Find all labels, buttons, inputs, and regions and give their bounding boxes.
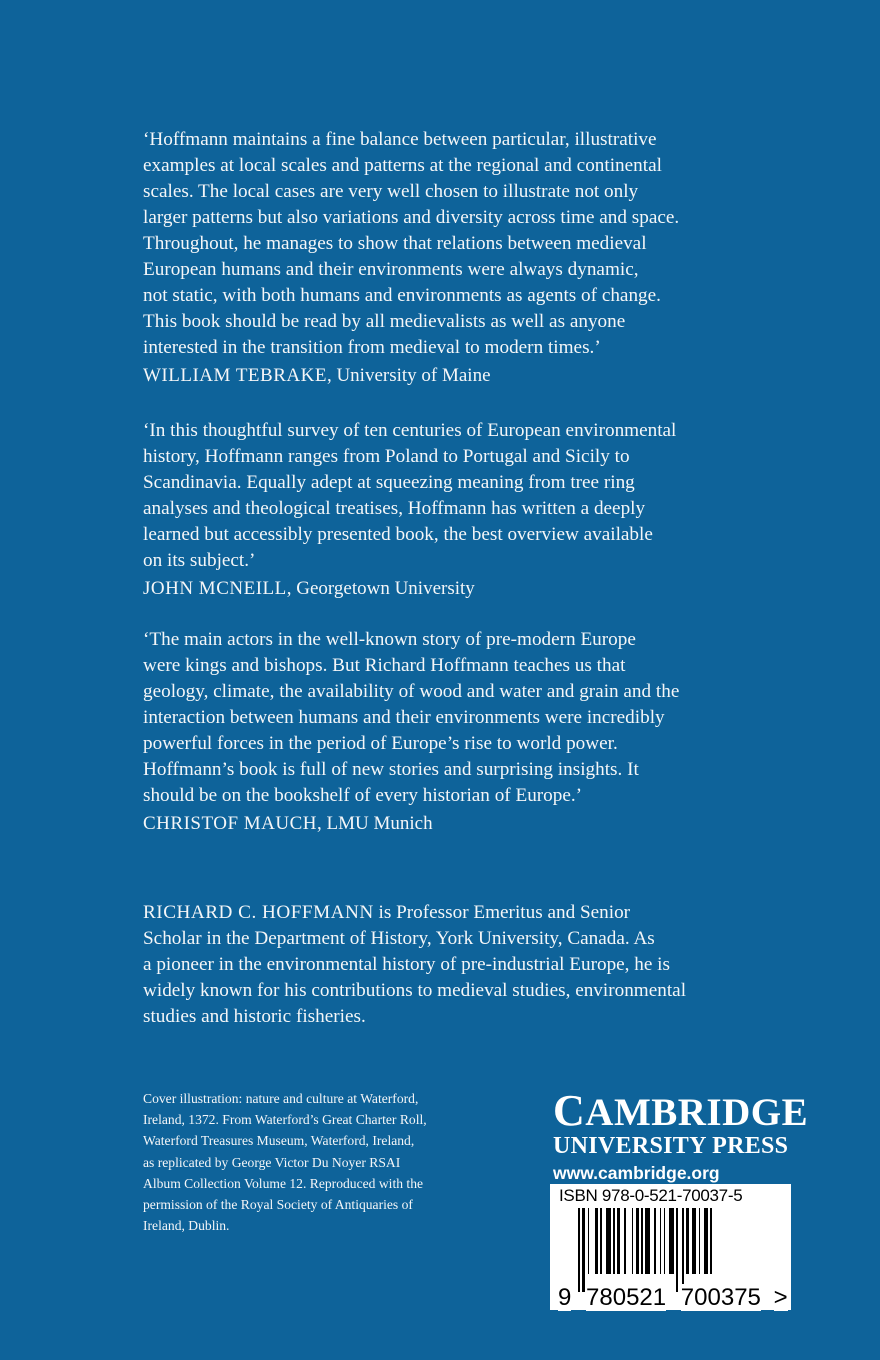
attribution-affiliation: , Georgetown University xyxy=(286,578,475,599)
quote-line: scales. The local cases are very well chosen to illustrate not only xyxy=(143,181,639,202)
cambridge-university-press-logo xyxy=(553,1086,809,1186)
attribution-affiliation: , University of Maine xyxy=(326,365,491,386)
barcode-digits-left: 780521 xyxy=(586,1284,667,1311)
barcode-bar xyxy=(699,1208,701,1274)
quote-mcneill xyxy=(143,418,676,602)
cover-illustration-credit xyxy=(143,1088,427,1236)
bio-line: widely known for his contributions to medieval studies, environmental xyxy=(143,980,687,1001)
credit-line: permission of the Royal Society of Antiquaries of xyxy=(143,1197,413,1213)
barcode-bar xyxy=(613,1208,615,1274)
barcode-bar xyxy=(669,1208,674,1274)
quote-line: Throughout, he manages to show that relations between medieval xyxy=(143,233,647,254)
quote-line: on its subject.’ xyxy=(143,550,256,571)
barcode-bar xyxy=(645,1208,650,1274)
quote-line: history, Hoffmann ranges from Poland to Portugal and Sicily to xyxy=(143,446,630,467)
quote-line: should be on the bookshelf of every historian of Europe.’ xyxy=(143,785,583,806)
barcode-digits xyxy=(558,1284,788,1312)
barcode-arrow: > xyxy=(773,1284,788,1311)
barcode-bar xyxy=(588,1208,590,1274)
barcode-bar xyxy=(600,1208,602,1274)
barcode-digits-right: 700375 xyxy=(680,1284,761,1311)
bio-line: Scholar in the Department of History, York University, Canada. As xyxy=(143,928,655,949)
quote-line: interested in the transition from medieval to modern times.’ xyxy=(143,337,601,358)
barcode-bar xyxy=(710,1208,712,1274)
bio-line: studies and historic fisheries. xyxy=(143,1006,366,1027)
bio-line: a pioneer in the environmental history of pre-industrial Europe, he is xyxy=(143,954,670,975)
publisher-url: www.cambridge.org xyxy=(553,1163,720,1183)
logo-subtitle: UNIVERSITY PRESS xyxy=(553,1133,789,1159)
quote-line: ‘The main actors in the well-known story of pre-modern Europe xyxy=(143,629,636,650)
quote-mauch xyxy=(143,627,679,837)
barcode-bar xyxy=(632,1208,634,1274)
logo-text: AMBRIDGE xyxy=(585,1091,809,1134)
credit-line: Ireland, 1372. From Waterford’s Great Charter Roll, xyxy=(143,1112,427,1128)
barcode-bar xyxy=(624,1208,626,1274)
quote-line: not static, with both humans and environments as agents of change. xyxy=(143,285,661,306)
quote-line: ‘Hoffmann maintains a fine balance between particular, illustrative xyxy=(143,129,657,150)
quote-line: analyses and theological treatises, Hoffmann has written a deeply xyxy=(143,498,646,519)
attribution-name: JOHN MCNEILL xyxy=(143,578,287,599)
author-bio xyxy=(143,900,686,1030)
attribution-name: CHRISTOF MAUCH xyxy=(143,813,317,834)
quote-tebrake xyxy=(143,127,679,389)
barcode-bar xyxy=(682,1208,684,1292)
isbn-text: ISBN 978-0-521-70037-5 xyxy=(559,1186,743,1205)
barcode-bar xyxy=(660,1208,662,1274)
barcode-bar xyxy=(582,1208,585,1292)
barcode-bar xyxy=(692,1208,697,1274)
barcode-bar xyxy=(704,1208,707,1274)
barcode-bar xyxy=(641,1208,643,1274)
barcode-bar xyxy=(686,1208,689,1274)
quote-attribution xyxy=(143,576,676,602)
quote-line: powerful forces in the period of Europe’s rise to world power. xyxy=(143,733,618,754)
quote-line: interaction between humans and their environments were incredibly xyxy=(143,707,665,728)
barcode-bar xyxy=(654,1208,656,1274)
barcode-bar xyxy=(664,1208,666,1274)
quote-line: were kings and bishops. But Richard Hoffmann teaches us that xyxy=(143,655,626,676)
quote-attribution xyxy=(143,811,679,837)
logo-initial: C xyxy=(553,1086,586,1135)
barcode-bar xyxy=(636,1208,639,1274)
barcode-bars xyxy=(578,1208,778,1292)
barcode-bar xyxy=(606,1208,611,1274)
credit-line: as replicated by George Victor Du Noyer RSAI xyxy=(143,1154,401,1170)
credit-line: Ireland, Dublin. xyxy=(143,1218,230,1234)
credit-line: Cover illustration: nature and culture at Waterford, xyxy=(143,1091,419,1106)
barcode-bar xyxy=(676,1208,678,1292)
bio-name: RICHARD C. HOFFMANN xyxy=(143,902,374,923)
barcode-bar xyxy=(617,1208,620,1274)
quote-attribution xyxy=(143,363,679,389)
attribution-name: WILLIAM TEBRAKE xyxy=(143,365,327,386)
attribution-affiliation: , LMU Munich xyxy=(317,813,433,834)
bio-line: is Professor Emeritus and Senior xyxy=(373,902,631,923)
quote-line: Scandinavia. Equally adept at squeezing meaning from tree ring xyxy=(143,472,635,493)
quote-line: examples at local scales and patterns at the regional and continental xyxy=(143,155,662,176)
barcode-bar xyxy=(595,1208,598,1274)
credit-line: Waterford Treasures Museum, Waterford, Ireland, xyxy=(143,1133,415,1149)
quote-line: Hoffmann’s book is full of new stories and surprising insights. It xyxy=(143,759,639,780)
barcode-bar xyxy=(578,1208,580,1292)
credit-line: Album Collection Volume 12. Reproduced with the xyxy=(143,1175,424,1191)
quote-line: larger patterns but also variations and diversity across time and space. xyxy=(143,207,680,228)
isbn-barcode xyxy=(550,1184,791,1310)
quote-line: This book should be read by all medievalists as well as anyone xyxy=(143,311,626,332)
quote-line: geology, climate, the availability of wood and water and grain and the xyxy=(143,681,680,702)
quote-line: European humans and their environments were always dynamic, xyxy=(143,259,639,280)
quote-line: ‘In this thoughtful survey of ten centuries of European environmental xyxy=(143,420,677,441)
barcode-digit-first: 9 xyxy=(558,1284,572,1311)
quote-line: learned but accessibly presented book, the best overview available xyxy=(143,524,653,545)
